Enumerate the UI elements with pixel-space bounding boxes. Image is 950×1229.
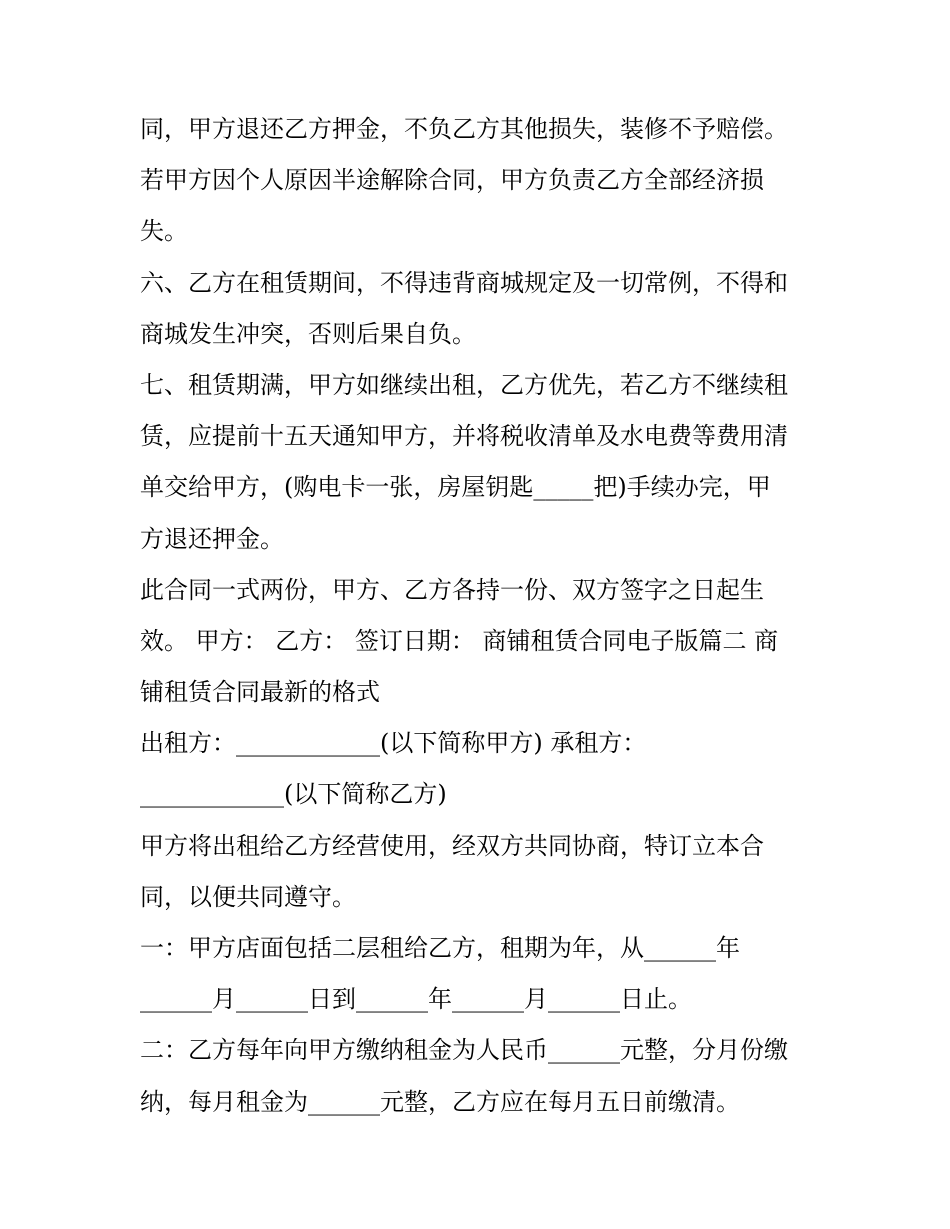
text-line: 同，甲方退还乙方押金，不负乙方其他损失，装修不予赔偿。: [140, 115, 788, 143]
text-line: 出租方：____________(以下简称甲方) 承租方：: [140, 729, 647, 758]
text-line: ______月______日到______年______月______日止。: [140, 985, 692, 1014]
text-line: 此合同一式两份，甲方、乙方各持一份、双方签字之日起生: [140, 575, 764, 604]
text-line: 方退还押金。: [140, 524, 284, 553]
text-line: 六、乙方在租赁期间，不得违背商城规定及一切常例，不得和: [140, 268, 788, 297]
text-line: 效。 甲方： 乙方： 签订日期： 商铺租赁合同电子版篇二 商: [140, 626, 779, 655]
text-line: 赁，应提前十五天通知甲方，并将税收清单及水电费等费用清: [140, 422, 788, 451]
text-line: 纳，每月租金为______元整，乙方应在每月五日前缴清。: [140, 1087, 740, 1116]
text-line: ____________(以下简称乙方): [140, 780, 447, 809]
text-line: 单交给甲方，(购电卡一张，房屋钥匙_____把)手续办完，甲: [140, 473, 771, 502]
text-line: 同，以便共同遵守。: [140, 882, 356, 911]
text-line: 铺租赁合同最新的格式: [140, 678, 380, 707]
contract-text: [140, 104, 820, 1128]
text-line: 失。: [140, 217, 188, 246]
text-line: 一：甲方店面包括二层租给乙方，租期为年，从______年: [140, 934, 740, 962]
text-line: 若甲方因个人原因半途解除合同，甲方负责乙方全部经济损: [140, 166, 764, 195]
text-line: 二：乙方每年向甲方缴纳租金为人民币______元整，分月份缴: [140, 1036, 788, 1065]
text-line: 商城发生冲突，否则后果自负。: [140, 319, 476, 348]
text-line: 甲方将出租给乙方经营使用，经双方共同协商，特订立本合: [140, 831, 764, 860]
text-line: 七、租赁期满，甲方如继续出租，乙方优先，若乙方不继续租: [140, 370, 788, 399]
